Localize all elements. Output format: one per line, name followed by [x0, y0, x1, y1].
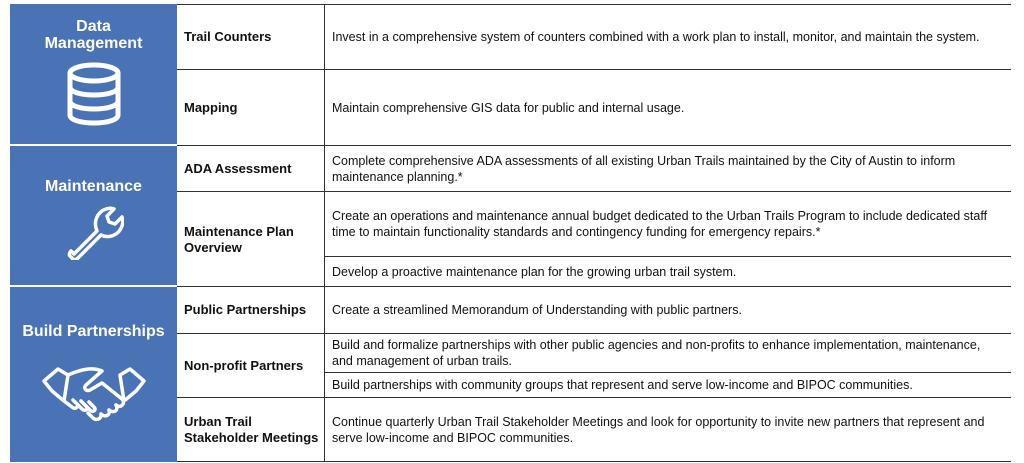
desc-maintenance-plan-2: Develop a proactive maintenance plan for the growing urban trail system. — [332, 265, 737, 279]
database-icon — [65, 62, 123, 126]
desc-trail-counters: Invest in a comprehensive system of counters combined with a work plan to install, monitor, and maintain the system. — [325, 5, 1011, 70]
desc-non-profit-2: Build partnerships with community groups that represent and serve low-income and BIPOC communities. — [325, 373, 1011, 398]
sub-maintenance-plan-overview: Maintenance Plan Overview — [177, 192, 325, 287]
category-data-management — [10, 4, 177, 146]
desc-non-profit-1: Build and formalize partnerships with other public agencies and non-profits to enhance implementation, maintenance, and management of urban trails. — [325, 334, 1011, 373]
desc-public-partnerships: Create a streamlined Memorandum of Understanding with public partners. — [325, 287, 1011, 334]
desc-maintenance-plan-1: Create an operations and maintenance annual budget dedicated to the Urban Trails Program to include dedicated staff time to maintain functionality standards and contingency funding for emergency repairs.* — [325, 192, 1011, 257]
desc-ada-assessment: Complete comprehensive ADA assessments of all existing Urban Trails maintained by the City of Austin to inform maintenance planning.* — [325, 146, 1011, 192]
category-maintenance — [10, 146, 177, 287]
handshake-icon — [42, 361, 146, 429]
category-build-partnerships — [10, 287, 177, 462]
sub-mapping: Mapping — [177, 70, 325, 146]
category-title: Maintenance — [45, 178, 142, 195]
desc-stakeholder-meetings: Continue quarterly Urban Trail Stakeholder Meetings and look for opportunity to invite new partners that represent and serve low-income and BIPOC communities. — [325, 398, 1011, 462]
sub-non-profit-partners: Non-profit Partners — [177, 334, 325, 398]
sub-trail-counters: Trail Counters — [177, 5, 325, 70]
desc-mapping: Maintain comprehensive GIS data for public and internal usage. — [332, 101, 685, 115]
category-title: Data Management — [44, 18, 143, 52]
sub-public-partnerships: Public Partnerships — [177, 287, 325, 334]
category-title: Build Partnerships — [22, 323, 165, 340]
wrench-icon — [64, 204, 124, 260]
sub-urban-trail-stakeholder-meetings: Urban Trail Stakeholder Meetings — [177, 398, 325, 462]
sub-ada-assessment: ADA Assessment — [177, 146, 325, 192]
